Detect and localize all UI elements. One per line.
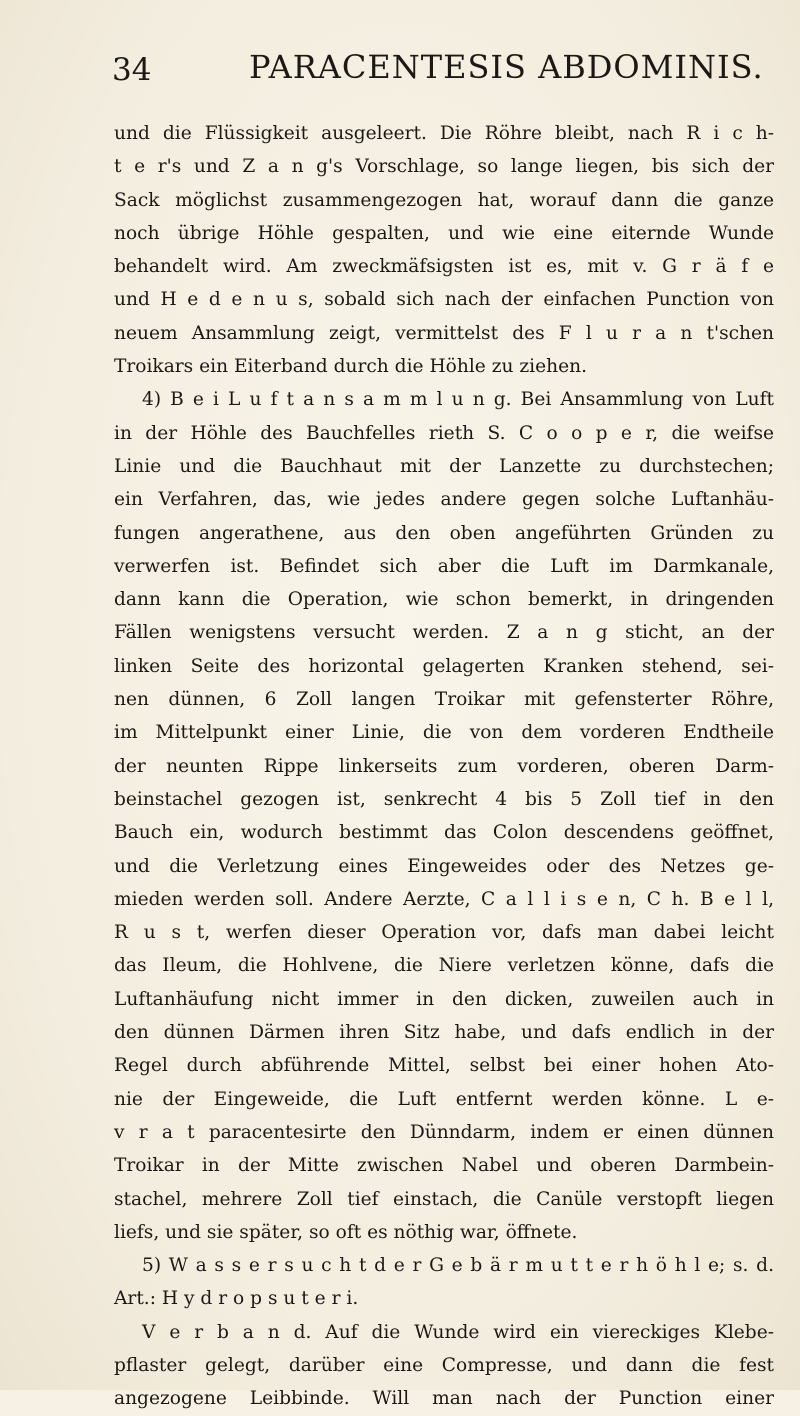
text-line: dann kann die Operation, wie schon bemerkt, in dringenden bbox=[114, 589, 774, 611]
text-line: nie der Eingeweide, die Luft entfernt werden könne. L e- bbox=[114, 1088, 774, 1110]
body-text bbox=[114, 117, 774, 1416]
page-header bbox=[112, 44, 772, 94]
text-line: Regel durch abführende Mittel, selbst bei einer hohen Ato- bbox=[114, 1055, 774, 1077]
text-line: das Ileum, die Hohlvene, die Niere verletzen könne, dafs die bbox=[114, 955, 774, 977]
text-line: pflaster gelegt, darüber eine Compresse, und dann die fest bbox=[114, 1354, 774, 1376]
text-line: verwerfen ist. Befindet sich aber die Luft im Darmkanale, bbox=[114, 555, 774, 577]
text-line: liefs, und sie später, so oft es nöthig war, öffnete. bbox=[114, 1221, 578, 1243]
text-line: v r a t paracentesirte den Dünndarm, indem er einen dünnen bbox=[114, 1121, 774, 1143]
text-line: Troikars ein Eiterband durch die Höhle zu ziehen. bbox=[114, 356, 587, 378]
text-line: und die Verletzung eines Eingeweides oder des Netzes ge- bbox=[114, 855, 774, 877]
text-line: 4) B e i L u f t a n s a m m l u n g. Bei Ansammlung von Luft bbox=[142, 389, 774, 411]
text-line: angezogene Leibbinde. Will man nach der Punction einer bbox=[114, 1388, 774, 1410]
text-line: und die Flüssigkeit ausgeleert. Die Röhre bleibt, nach R i c h- bbox=[114, 123, 774, 144]
text-line: Sack möglichst zusammengezogen hat, worauf dann die ganze bbox=[114, 189, 774, 211]
text-line: beinstachel gezogen ist, senkrecht 4 bis 5 Zoll tief in den bbox=[114, 788, 774, 810]
text-line: 5) W a s s e r s u c h t d e r G e b ä r m u t t e r h ö h l e; s. d. bbox=[142, 1255, 774, 1277]
text-line: Bauch ein, wodurch bestimmt das Colon descendens geöffnet, bbox=[114, 822, 774, 844]
text-line: im Mittelpunkt einer Linie, die von dem vorderen Endtheile bbox=[114, 722, 774, 744]
text-line: neuem Ansammlung zeigt, vermittelst des F l u r a n t'schen bbox=[114, 322, 774, 344]
page-number: 34 bbox=[112, 52, 152, 88]
text-line: mieden werden soll. Andere Aerzte, C a l l i s e n, C h. B e l l, bbox=[114, 888, 774, 910]
text-line: Linie und die Bauchhaut mit der Lanzette zu durchstechen; bbox=[114, 455, 774, 477]
text-line: ein Verfahren, das, wie jedes andere gegen solche Luftanhäu- bbox=[114, 489, 774, 511]
text-line: behandelt wird. Am zweckmäfsigsten ist es, mit v. G r ä f e bbox=[114, 256, 774, 278]
text-line: nen dünnen, 6 Zoll langen Troikar mit gefensterter Röhre, bbox=[114, 689, 774, 711]
text-line: R u s t, werfen dieser Operation vor, dafs man dabei leicht bbox=[114, 922, 774, 944]
text-line: und H e d e n u s, sobald sich nach der einfachen Punction von bbox=[114, 289, 774, 311]
text-line: fungen angerathene, aus den oben angeführten Gründen zu bbox=[114, 522, 774, 544]
text-line: Troikar in der Mitte zwischen Nabel und oberen Darmbein- bbox=[114, 1155, 774, 1177]
text-line: t e r's und Z a n g's Vorschlage, so lange liegen, bis sich der bbox=[114, 156, 774, 178]
text-line: den dünnen Därmen ihren Sitz habe, und dafs endlich in der bbox=[114, 1022, 774, 1044]
text-line: Luftanhäufung nicht immer in den dicken, zuweilen auch in bbox=[114, 988, 774, 1010]
text-line: in der Höhle des Bauchfelles rieth S. C o o p e r, die weifse bbox=[114, 422, 774, 444]
text-line: Fällen wenigstens versucht werden. Z a n g sticht, an der bbox=[114, 622, 774, 644]
text-line: stachel, mehrere Zoll tief einstach, die Canüle verstopft liegen bbox=[114, 1188, 774, 1210]
text-line: linken Seite des horizontal gelagerten Kranken stehend, sei- bbox=[114, 655, 774, 677]
text-line: Art.: H y d r o p s u t e r i. bbox=[114, 1288, 359, 1310]
text-line: der neunten Rippe linkerseits zum vorderen, oberen Darm- bbox=[114, 755, 774, 777]
text-line: V e r b a n d. Auf die Wunde wird ein viereckiges Klebe- bbox=[142, 1321, 774, 1343]
text-line: noch übrige Höhle gespalten, und wie eine eiternde Wunde bbox=[114, 222, 774, 244]
running-title: PARACENTESIS ABDOMINIS. bbox=[249, 48, 764, 86]
